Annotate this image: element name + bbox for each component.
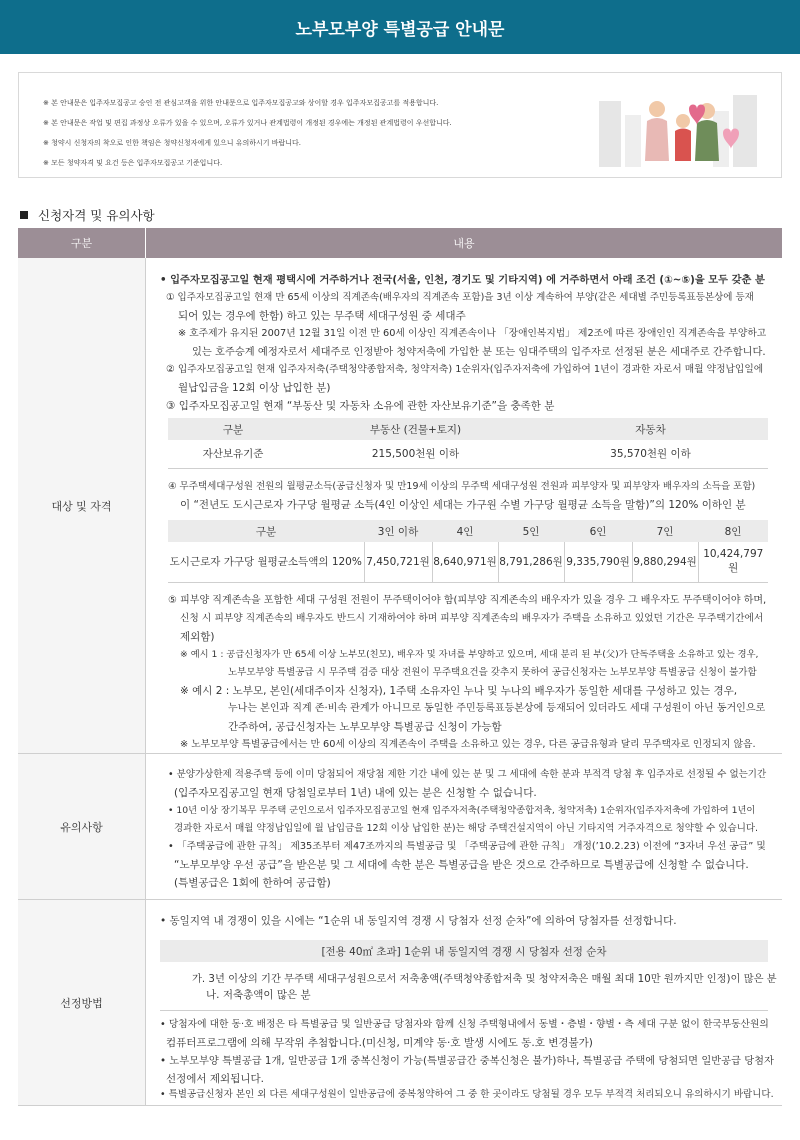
row-label: 선정방법 — [18, 900, 146, 1105]
text-line: ⑤ 피부양 직계존속을 포함한 세대 구성원 전원이 무주택이어야 함(피부양 직계존속의 배우자가 있을 경우 그 배우자도 무주택이어야 하며, — [168, 595, 767, 606]
text-line: • 분양가상한제 적용주택 등에 이미 당첨되어 재당첨 제한 기간 내에 있는 분 및 그 세대에 속한 분과 부적격 당첨 후 입주자로 선정될 수 없는기간 — [168, 769, 767, 780]
asset-table — [168, 418, 768, 469]
row-selection — [18, 900, 782, 1106]
text-line: • 동일지역 내 경쟁이 있을 시에는 “1순위 내 동일지역 경쟁 시 당첨자 선정 순차”에 의하여 당첨자를 선정합니다. — [160, 915, 677, 927]
text-line: ※ 노부모부양 특별공급에서는 만 60세 이상의 직계존속이 주택을 소유하고 있는 경우, 다른 공급유형과 달리 무주택자로 인정되지 않음. — [180, 739, 756, 750]
row-body — [146, 754, 782, 899]
income-cell: 10,424,797원 — [698, 542, 768, 582]
text-line: 누나는 본인과 직계 존·비속 관계가 아니므로 동일한 주민등록표등본상에 등재되어 있더라도 세대 구성원이 아닌 동거인으로 — [228, 703, 766, 714]
income-cell: 8,640,971원 — [432, 542, 498, 582]
income-cell: 도시근로자 가구당 월평균소득액의 120% — [168, 542, 364, 582]
text-line: • 노부모부양 특별공급 1개, 일반공급 1개 중복신청이 가능(특별공급간 중복신청은 불가)하나, 특별공급 주택에 당첨되면 일반공급 당첨자 — [160, 1055, 774, 1067]
text-line: ② 입주자모집공고일 현재 입주자저축(주택청약종합저축, 청약저축) 1순위자(입주자저축에 가입하여 1년이 경과한 자로서 매월 약정납입일에 — [166, 364, 764, 375]
page-header — [0, 0, 800, 54]
bullet-square-icon — [20, 211, 28, 219]
income-table — [168, 520, 768, 583]
income-cell: 7,450,721원 — [364, 542, 432, 582]
text-line: “노부모부양 우선 공급”을 받은분 및 그 세대에 속한 분은 특별공급을 받은 것으로 간주하므로 특별공급에 신청할 수 없습니다. — [174, 859, 749, 871]
notice-line: ※ 본 안내문은 작업 및 편집 과정상 오류가 있을 수 있으며, 오류가 있거나 관계법령이 개정된 경우에는 개정된 관계법령이 우선합니다. — [43, 119, 452, 127]
page-title: 노부모부양 특별공급 안내문 — [295, 19, 505, 40]
text-line: 노부모부양 특별공급 시 무주택 검증 대상 전원이 무주택요건을 갖추지 못하여 공급신청자는 노부모부양 특별공급 신청이 불가함 — [228, 667, 757, 678]
header-category: 구분 — [18, 228, 146, 258]
text-line: ※ 예시 2 : 노부모, 본인(세대주이자 신청자), 1주택 소유자인 누나 및 누나의 배우자가 동일한 세대를 구성하고 있는 경우, — [180, 685, 738, 697]
text-line: ※ 호주제가 유지된 2007년 12월 31일 이전 만 60세 이상인 직계존속이나 「장애인복지법」 제2조에 따른 장애인인 직계존속을 부양하고 — [178, 328, 767, 339]
notice-line: ※ 본 안내문은 입주자모집공고 승인 전 관심고객을 위한 안내문으로 입주자모집공고와 상이할 경우 입주자모집공고를 적용합니다. — [43, 99, 439, 107]
row-body — [146, 258, 782, 753]
row-caution — [18, 754, 782, 900]
row-label: 유의사항 — [18, 754, 146, 899]
income-header: 4인 — [432, 520, 498, 542]
table-header — [18, 228, 782, 258]
asset-header: 자동차 — [533, 418, 768, 440]
income-header: 구분 — [168, 520, 364, 542]
text-line: 있는 호주승계 예정자로서 세대주로 인정받아 청약저축에 가입한 분 또는 임대주택의 입주자로 선정된 분은 세대주로 간주합니다. — [192, 346, 766, 358]
text-line: • 10년 이상 장기복무 무주택 군인으로서 입주자모집공고일 현재 입주자저축(주택청약종합저축, 청약저축) 1순위자(입주자저축에 가입하여 1년이 — [168, 805, 756, 816]
text-line: 되어 있는 경우에 한함) 하고 있는 무주택 세대구성원 중 세대주 — [178, 310, 466, 322]
notice-line: ※ 청약시 신청자의 착오로 인한 책임은 청약신청자에게 있으니 유의하시기 바랍니다. — [43, 139, 302, 147]
text-line: ① 입주자모집공고일 현재 만 65세 이상의 직계존속(배우자의 직계존속 포함)을 3년 이상 계속하여 부양(같은 세대별 주민등록표등본상에 등재 — [166, 292, 754, 303]
text-line: • 「주택공급에 관한 규칙」 제35조부터 제47조까지의 특별공급 및 「주택공급에 관한 규칙」 개정(’10.2.23) 이전에 “3자녀 우선 공급” 및 — [168, 841, 766, 852]
family-illustration — [595, 81, 765, 171]
asset-cell: 215,500천원 이하 — [298, 440, 533, 468]
income-header: 6인 — [564, 520, 632, 542]
asset-header: 부동산 (건물+토지) — [298, 418, 533, 440]
income-cell: 8,791,286원 — [498, 542, 564, 582]
text-line: 경과한 자로서 매월 약정납입일에 월 납입금을 12회 이상 납입한 분)는 해당 주택건설지역이 아닌 기타지역 거주자격으로 청약할 수 있습니다. — [174, 823, 759, 834]
text-line: ③ 입주자모집공고일 현재 “부동산 및 자동차 소유에 관한 자산보유기준”을 충족한 분 — [166, 400, 555, 412]
text-line: (특별공급은 1회에 한하여 공급함) — [174, 877, 331, 889]
row-label: 대상 및 자격 — [18, 258, 146, 753]
income-cell: 9,880,294원 — [632, 542, 698, 582]
text-line: 가. 3년 이상의 기간 무주택 세대구성원으로서 저축총액(주택청약종합저축 및 청약저축은 매월 최대 10만 원까지만 인정)이 많은 분 — [192, 973, 777, 985]
text-line: 컴퓨터프로그램에 의해 무작위 추첨합니다.(미신청, 미계약 동·호 발생 시에도 동.호 변경불가) — [166, 1037, 593, 1049]
income-cell: 9,335,790원 — [564, 542, 632, 582]
asset-header: 구분 — [168, 418, 298, 440]
text-line: 이 “전년도 도시근로자 가구당 월평균 소득(4인 이상인 세대는 가구원 수별 가구당 월평균 소득을 말함)”의 120% 이하인 분 — [180, 499, 746, 511]
asset-cell: 35,570천원 이하 — [533, 440, 768, 468]
text-line: 제외함) — [180, 631, 215, 643]
text-line: ※ 예시 1 : 공급신청자가 만 65세 이상 노부모(친모), 배우자 및 자녀를 부양하고 있으며, 세대 분리 된 부(父)가 단독주택을 소유하고 있는 경우, — [180, 649, 759, 660]
row-eligibility — [18, 258, 782, 754]
text-line: 간주하여, 공급신청자는 노부모부양 특별공급 신청이 가능함 — [228, 721, 502, 733]
divider — [160, 1010, 768, 1011]
row-body — [146, 900, 782, 1105]
notice-line: ※ 모든 청약자격 및 요건 등은 입주자모집공고 기준입니다. — [43, 159, 223, 167]
text-line: • 특별공급신청자 본인 외 다른 세대구성원이 일반공급에 중복청약하여 그 중 한 곳이라도 당첨될 경우 모두 부적격 처리되오니 유의하시기 바랍니다. — [160, 1089, 774, 1100]
text-line: 선정에서 제외됩니다. — [166, 1073, 264, 1085]
text-line: 월납입금을 12회 이상 납입한 분) — [178, 382, 331, 394]
text-line: 신청 시 피부양 직계존속의 배우자도 반드시 기재하여야 하며 피부양 직계존속의 배우자가 주택을 소유하고 있었던 기간은 무주택기간에서 — [180, 613, 764, 624]
income-header: 5인 — [498, 520, 564, 542]
text-line: ④ 무주택세대구성원 전원의 월평균소득(공급신청자 및 만19세 이상의 무주택 세대구성원 전원과 피부양자 및 피부양자 배우자의 소득을 포함) — [168, 481, 756, 492]
text-line: • 당첨자에 대한 동·호 배정은 타 특별공급 및 일반공급 당첨자와 함께 신청 주택형내에서 동별・층별・향별・측 세대 구분 없이 한국부동산원의 — [160, 1019, 769, 1030]
income-header: 7인 — [632, 520, 698, 542]
section-title — [20, 206, 800, 224]
income-header: 8인 — [698, 520, 768, 542]
asset-cell: 자산보유기준 — [168, 440, 298, 468]
notice-box — [18, 72, 782, 178]
info-table — [18, 228, 782, 1106]
header-content: 내용 — [453, 237, 475, 250]
text-line: • 입주자모집공고일 현재 평택시에 거주하거나 전국(서울, 인천, 경기도 및 기타지역) 에 거주하면서 아래 조건 (①~⑤)을 모두 갖춘 분 — [160, 274, 765, 286]
text-line: 나. 저축총액이 많은 분 — [206, 989, 311, 1001]
selection-order-box: [전용 40㎡ 초과] 1순위 내 동일지역 경쟁 시 당첨자 선정 순차 — [160, 940, 768, 962]
text-line: (입주자모집공고일 현재 당첨일로부터 1년) 내에 있는 분은 신청할 수 없습니다. — [174, 787, 537, 799]
section-title-text: 신청자격 및 유의사항 — [38, 208, 155, 223]
income-header: 3인 이하 — [364, 520, 432, 542]
